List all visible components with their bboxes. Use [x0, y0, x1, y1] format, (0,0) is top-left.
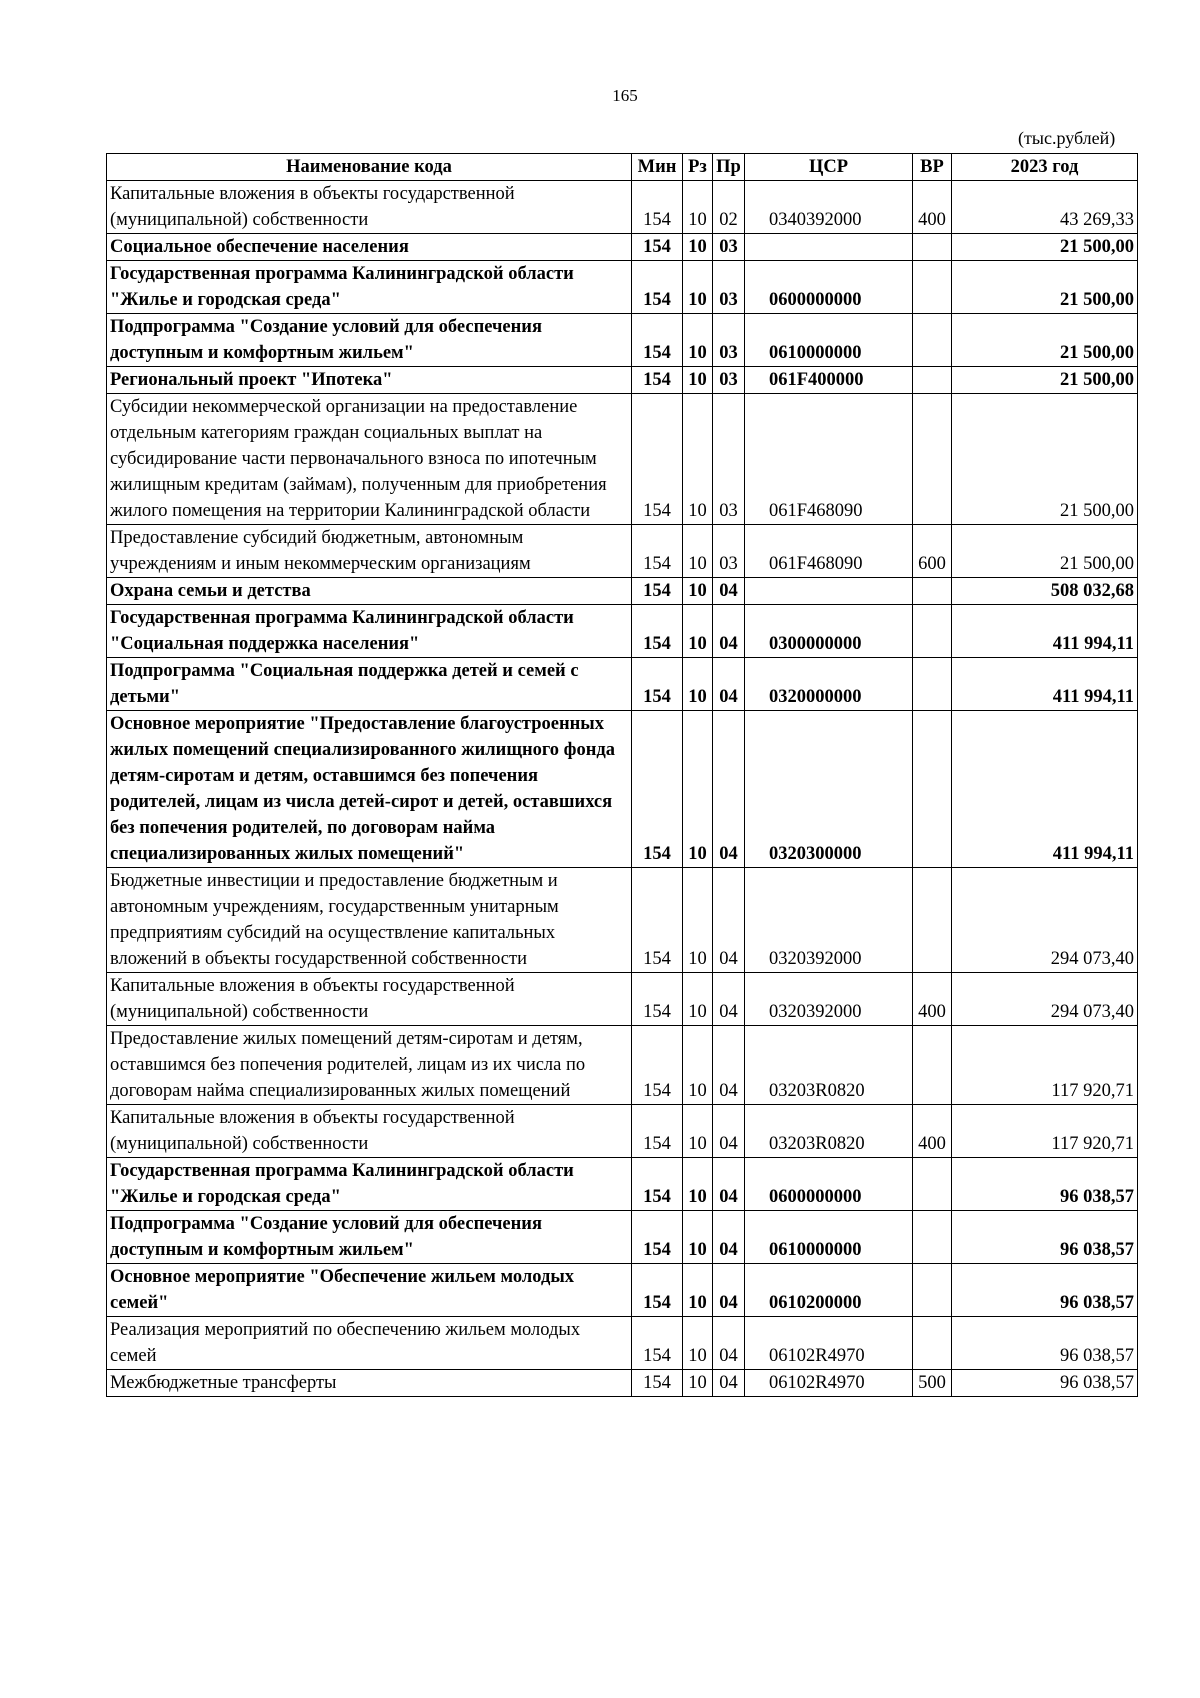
cell-sum: 117 920,71 [952, 1105, 1138, 1158]
cell-min: 154 [632, 605, 683, 658]
cell-csr: 06102R4970 [745, 1370, 913, 1397]
cell-vr [913, 868, 952, 973]
cell-csr: 0600000000 [745, 261, 913, 314]
cell-min: 154 [632, 658, 683, 711]
cell-csr: 03203R0820 [745, 1105, 913, 1158]
cell-rz: 10 [683, 234, 713, 261]
cell-rz: 10 [683, 868, 713, 973]
cell-vr [913, 1264, 952, 1317]
cell-rz: 10 [683, 367, 713, 394]
cell-pr: 03 [713, 234, 745, 261]
cell-name: Капитальные вложения в объекты государственной (муниципальной) собственности [107, 1105, 632, 1158]
table-row [107, 261, 1138, 314]
cell-name: Государственная программа Калининградской области "Жилье и городская среда" [107, 261, 632, 314]
cell-pr: 04 [713, 711, 745, 868]
cell-min: 154 [632, 1158, 683, 1211]
cell-rz: 10 [683, 1026, 713, 1105]
cell-pr: 03 [713, 525, 745, 578]
cell-min: 154 [632, 314, 683, 367]
table-row [107, 1264, 1138, 1317]
table-row [107, 605, 1138, 658]
cell-name: Предоставление субсидий бюджетным, автономным учреждениям и иным некоммерческим организациям [107, 525, 632, 578]
cell-rz: 10 [683, 261, 713, 314]
cell-rz: 10 [683, 658, 713, 711]
table-row [107, 1317, 1138, 1370]
cell-pr: 04 [713, 605, 745, 658]
cell-csr: 0610200000 [745, 1264, 913, 1317]
table-row [107, 1026, 1138, 1105]
cell-csr: 061F400000 [745, 367, 913, 394]
cell-name: Капитальные вложения в объекты государственной (муниципальной) собственности [107, 181, 632, 234]
cell-rz: 10 [683, 1158, 713, 1211]
cell-vr [913, 1026, 952, 1105]
cell-csr: 0320392000 [745, 973, 913, 1026]
table-row [107, 1370, 1138, 1397]
cell-pr: 03 [713, 314, 745, 367]
cell-csr: 0320392000 [745, 868, 913, 973]
cell-min: 154 [632, 1211, 683, 1264]
cell-min: 154 [632, 868, 683, 973]
cell-rz: 10 [683, 1317, 713, 1370]
cell-vr: 400 [913, 181, 952, 234]
cell-name: Субсидии некоммерческой организации на предоставление отдельным категориям граждан социальных выплат на субсидирование части первоначального взноса по ипотечным жилищным кредитам (займам), полученным для приобретения жилого помещения на территории Калининградской области [107, 394, 632, 525]
table-row [107, 578, 1138, 605]
cell-rz: 10 [683, 605, 713, 658]
cell-csr: 061F468090 [745, 525, 913, 578]
cell-sum: 21 500,00 [952, 261, 1138, 314]
cell-sum: 21 500,00 [952, 367, 1138, 394]
cell-pr: 03 [713, 367, 745, 394]
header-min: Мин [632, 154, 683, 181]
table-row [107, 868, 1138, 973]
budget-table [106, 153, 1138, 1397]
table-row [107, 394, 1138, 525]
cell-name: Основное мероприятие "Обеспечение жильем молодых семей" [107, 1264, 632, 1317]
units-label: (тыс.рублей) [1018, 128, 1116, 148]
cell-min: 154 [632, 973, 683, 1026]
cell-pr: 04 [713, 1264, 745, 1317]
cell-csr: 0340392000 [745, 181, 913, 234]
cell-rz: 10 [683, 181, 713, 234]
cell-pr: 02 [713, 181, 745, 234]
cell-vr [913, 234, 952, 261]
cell-rz: 10 [683, 711, 713, 868]
cell-min: 154 [632, 1264, 683, 1317]
cell-csr: 0610000000 [745, 1211, 913, 1264]
cell-vr [913, 1211, 952, 1264]
table-row [107, 1158, 1138, 1211]
cell-rz: 10 [683, 1264, 713, 1317]
cell-sum: 411 994,11 [952, 658, 1138, 711]
cell-csr: 061F468090 [745, 394, 913, 525]
cell-name: Основное мероприятие "Предоставление благоустроенных жилых помещений специализированного жилищного фонда детям-сиротам и детям, оставшимся без попечения родителей, лицам из числа детей-сирот и детей, оставшихся без попечения родителей, по договорам найма специализированных жилых помещений" [107, 711, 632, 868]
cell-sum: 21 500,00 [952, 394, 1138, 525]
cell-vr [913, 1158, 952, 1211]
cell-rz: 10 [683, 973, 713, 1026]
header-name: Наименование кода [107, 154, 632, 181]
cell-pr: 04 [713, 1105, 745, 1158]
cell-min: 154 [632, 578, 683, 605]
table-row [107, 711, 1138, 868]
cell-vr [913, 261, 952, 314]
cell-name: Бюджетные инвестиции и предоставление бюджетным и автономным учреждениям, государственным унитарным предприятиям субсидий на осуществление капитальных вложений в объекты государственной собственности [107, 868, 632, 973]
cell-vr [913, 605, 952, 658]
cell-vr [913, 578, 952, 605]
table-row [107, 1211, 1138, 1264]
cell-rz: 10 [683, 578, 713, 605]
cell-rz: 10 [683, 394, 713, 525]
cell-min: 154 [632, 1026, 683, 1105]
cell-csr: 06102R4970 [745, 1317, 913, 1370]
cell-csr [745, 234, 913, 261]
cell-vr [913, 394, 952, 525]
cell-csr [745, 578, 913, 605]
cell-csr: 0300000000 [745, 605, 913, 658]
cell-name: Охрана семьи и детства [107, 578, 632, 605]
cell-pr: 04 [713, 1026, 745, 1105]
cell-rz: 10 [683, 1105, 713, 1158]
cell-name: Капитальные вложения в объекты государственной (муниципальной) собственности [107, 973, 632, 1026]
cell-rz: 10 [683, 1211, 713, 1264]
cell-pr: 04 [713, 868, 745, 973]
cell-sum: 294 073,40 [952, 868, 1138, 973]
cell-vr [913, 314, 952, 367]
cell-sum: 21 500,00 [952, 314, 1138, 367]
cell-min: 154 [632, 234, 683, 261]
cell-pr: 03 [713, 394, 745, 525]
header-year: 2023 год [952, 154, 1138, 181]
cell-pr: 03 [713, 261, 745, 314]
cell-vr: 400 [913, 973, 952, 1026]
cell-sum: 96 038,57 [952, 1264, 1138, 1317]
cell-csr: 0320000000 [745, 658, 913, 711]
cell-name: Предоставление жилых помещений детям-сиротам и детям, оставшимся без попечения родителей, лицам из их числа по договорам найма специализированных жилых помещений [107, 1026, 632, 1105]
cell-pr: 04 [713, 1158, 745, 1211]
header-csr: ЦСР [745, 154, 913, 181]
table-row [107, 1105, 1138, 1158]
cell-sum: 96 038,57 [952, 1211, 1138, 1264]
cell-csr: 0600000000 [745, 1158, 913, 1211]
cell-name: Социальное обеспечение населения [107, 234, 632, 261]
cell-min: 154 [632, 367, 683, 394]
cell-sum: 96 038,57 [952, 1317, 1138, 1370]
cell-csr: 0610000000 [745, 314, 913, 367]
cell-sum: 294 073,40 [952, 973, 1138, 1026]
cell-pr: 04 [713, 1317, 745, 1370]
cell-min: 154 [632, 1317, 683, 1370]
cell-min: 154 [632, 394, 683, 525]
cell-vr: 500 [913, 1370, 952, 1397]
cell-rz: 10 [683, 314, 713, 367]
cell-min: 154 [632, 1105, 683, 1158]
cell-sum: 411 994,11 [952, 605, 1138, 658]
cell-name: Подпрограмма "Создание условий для обеспечения доступным и комфортным жильем" [107, 314, 632, 367]
cell-sum: 411 994,11 [952, 711, 1138, 868]
cell-name: Реализация мероприятий по обеспечению жильем молодых семей [107, 1317, 632, 1370]
cell-pr: 04 [713, 973, 745, 1026]
cell-rz: 10 [683, 525, 713, 578]
table-row [107, 234, 1138, 261]
cell-vr [913, 658, 952, 711]
cell-vr [913, 1317, 952, 1370]
cell-name: Региональный проект "Ипотека" [107, 367, 632, 394]
cell-pr: 04 [713, 578, 745, 605]
cell-min: 154 [632, 525, 683, 578]
cell-sum: 96 038,57 [952, 1158, 1138, 1211]
header-vr: ВР [913, 154, 952, 181]
table-row [107, 314, 1138, 367]
cell-min: 154 [632, 181, 683, 234]
cell-csr: 0320300000 [745, 711, 913, 868]
cell-vr [913, 711, 952, 868]
cell-sum: 508 032,68 [952, 578, 1138, 605]
table-header-row [107, 154, 1138, 181]
cell-name: Государственная программа Калининградской области "Жилье и городская среда" [107, 1158, 632, 1211]
cell-rz: 10 [683, 1370, 713, 1397]
cell-name: Подпрограмма "Создание условий для обеспечения доступным и комфортным жильем" [107, 1211, 632, 1264]
cell-min: 154 [632, 1370, 683, 1397]
cell-sum: 21 500,00 [952, 234, 1138, 261]
cell-pr: 04 [713, 1211, 745, 1264]
table-row [107, 367, 1138, 394]
table-body [107, 181, 1138, 1397]
cell-pr: 04 [713, 658, 745, 711]
cell-sum: 21 500,00 [952, 525, 1138, 578]
cell-name: Государственная программа Калининградской области "Социальная поддержка населения" [107, 605, 632, 658]
cell-sum: 43 269,33 [952, 181, 1138, 234]
table-row [107, 525, 1138, 578]
cell-name: Межбюджетные трансферты [107, 1370, 632, 1397]
cell-vr [913, 367, 952, 394]
table-row [107, 181, 1138, 234]
cell-sum: 117 920,71 [952, 1026, 1138, 1105]
table-row [107, 973, 1138, 1026]
cell-vr: 600 [913, 525, 952, 578]
cell-name: Подпрограмма "Социальная поддержка детей и семей с детьми" [107, 658, 632, 711]
cell-sum: 96 038,57 [952, 1370, 1138, 1397]
cell-pr: 04 [713, 1370, 745, 1397]
cell-min: 154 [632, 261, 683, 314]
table-row [107, 658, 1138, 711]
page-number: 165 [612, 86, 638, 105]
header-rz: Рз [683, 154, 713, 181]
cell-min: 154 [632, 711, 683, 868]
cell-vr: 400 [913, 1105, 952, 1158]
header-pr: Пр [713, 154, 745, 181]
cell-csr: 03203R0820 [745, 1026, 913, 1105]
